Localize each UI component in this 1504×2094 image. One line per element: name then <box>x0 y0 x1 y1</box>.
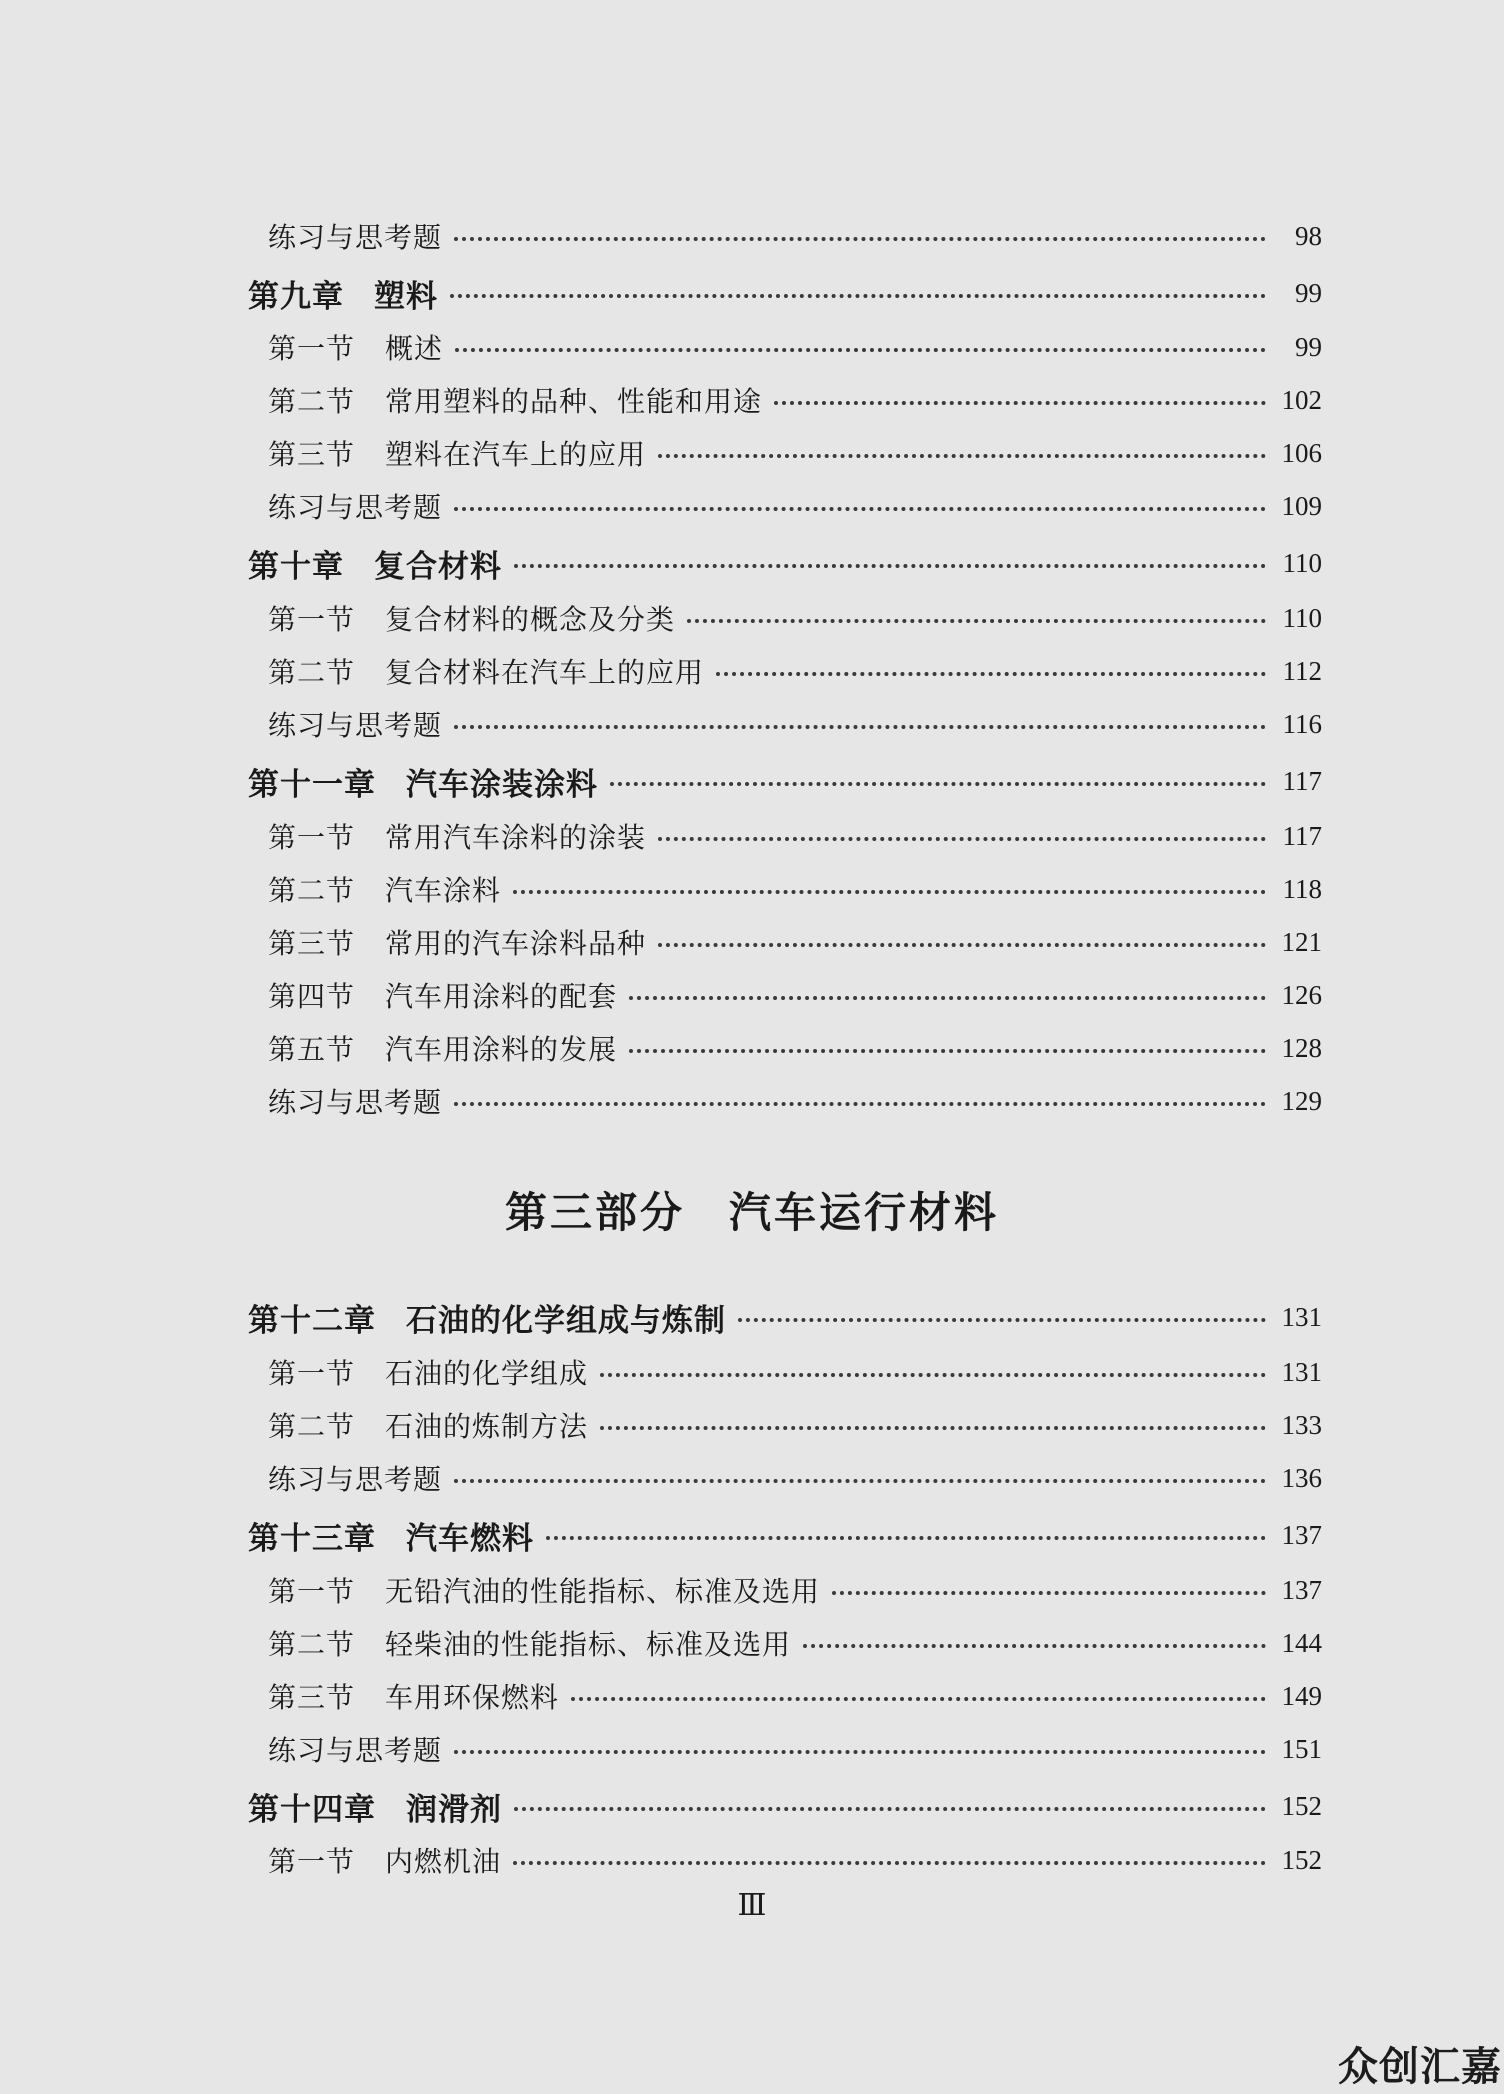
toc-entry-title: 汽车涂料 <box>385 874 502 907</box>
toc-entry[interactable] <box>268 1405 1322 1445</box>
dot-leader <box>454 1102 1266 1106</box>
dot-leader <box>687 619 1266 623</box>
toc-entry-number: 第二节 <box>268 874 356 907</box>
toc-entry-page: 98 <box>1295 220 1322 251</box>
toc-entry-label <box>248 1784 514 1829</box>
toc-entry-number: 第十四章 <box>248 1791 376 1828</box>
toc-entry-label <box>268 651 716 691</box>
toc-entry-number: 第三节 <box>268 927 356 960</box>
toc-entry-number: 第十一章 <box>248 766 376 803</box>
dot-leader <box>513 890 1266 894</box>
toc-entry[interactable] <box>268 922 1322 962</box>
dot-leader <box>658 837 1266 841</box>
toc-entry-label <box>268 704 454 744</box>
toc-entry-number: 第三节 <box>268 1681 356 1714</box>
toc-entry[interactable] <box>268 1840 1322 1880</box>
toc-entry-label <box>268 216 454 256</box>
toc-entry[interactable] <box>268 704 1322 744</box>
toc-entry-label <box>268 380 774 420</box>
toc-entry-page: 109 <box>1281 490 1322 521</box>
toc-entry-number: 第四节 <box>268 980 356 1013</box>
toc-chapter-entry[interactable] <box>248 1297 1322 1337</box>
toc-entry-title: 润滑剂 <box>406 1791 502 1828</box>
toc-entry-label <box>248 271 450 316</box>
toc-entry-title: 车用环保燃料 <box>385 1681 560 1714</box>
dot-leader <box>738 1318 1266 1322</box>
toc-entry-number: 第五节 <box>268 1033 356 1066</box>
toc-entry-label <box>248 1513 546 1558</box>
dot-leader <box>658 943 1266 947</box>
dot-leader <box>716 672 1266 676</box>
toc-entry-page: 144 <box>1281 1627 1322 1658</box>
toc-entry-page: 99 <box>1295 331 1322 362</box>
toc-entry[interactable] <box>268 433 1322 473</box>
toc-entry[interactable] <box>268 651 1322 691</box>
toc-entry-page: 117 <box>1282 765 1322 796</box>
toc-entry-page: 116 <box>1282 708 1322 739</box>
toc-entry-label <box>268 1729 454 1769</box>
toc-entry-page: 110 <box>1282 547 1322 578</box>
toc-entry-title: 练习与思考题 <box>268 709 443 742</box>
toc-entry-label <box>268 1676 571 1716</box>
toc-entry[interactable] <box>268 327 1322 367</box>
toc-entry-page: 133 <box>1281 1409 1322 1440</box>
toc-entry-title: 复合材料在汽车上的应用 <box>385 656 705 689</box>
toc-entry-label <box>268 486 454 526</box>
toc-chapter-entry[interactable] <box>248 1786 1322 1826</box>
toc-entry[interactable] <box>268 1352 1322 1392</box>
toc-entry-label <box>268 1081 454 1121</box>
toc-entry-label <box>268 433 658 473</box>
toc-entry-page: 152 <box>1281 1844 1322 1875</box>
toc-entry-page: 106 <box>1281 437 1322 468</box>
dot-leader <box>514 564 1266 568</box>
toc-entry-label <box>268 1570 832 1610</box>
toc-entry-title: 练习与思考题 <box>268 1463 443 1496</box>
toc-entry-page: 151 <box>1281 1733 1322 1764</box>
dot-leader <box>803 1644 1266 1648</box>
toc-entry-label <box>268 1405 600 1445</box>
toc-entry-label <box>268 1623 803 1663</box>
toc-entry-label <box>268 327 455 367</box>
toc-entry[interactable] <box>268 869 1322 909</box>
toc-entry-number: 第二节 <box>268 385 356 418</box>
toc-entry-title: 练习与思考题 <box>268 221 443 254</box>
toc-entry-title: 复合材料的概念及分类 <box>385 603 676 636</box>
toc-entry[interactable] <box>268 380 1322 420</box>
toc-entry[interactable] <box>268 1623 1322 1663</box>
watermark-logo: 众创汇嘉 <box>1338 2044 1502 2090</box>
toc-entry[interactable] <box>268 975 1322 1015</box>
toc-entry-page: 129 <box>1281 1085 1322 1116</box>
toc-entry-title: 常用汽车涂料的涂装 <box>385 821 647 854</box>
toc-entry[interactable] <box>268 1081 1322 1121</box>
toc-entry-label <box>268 1028 629 1068</box>
dot-leader <box>832 1591 1266 1595</box>
toc-entry-page: 117 <box>1282 820 1322 851</box>
toc-entry-page: 137 <box>1281 1574 1322 1605</box>
toc-entry-label <box>268 1352 600 1392</box>
dot-leader <box>629 1049 1266 1053</box>
toc-entry-number: 第二节 <box>268 656 356 689</box>
toc-chapter-entry[interactable] <box>248 543 1322 583</box>
toc-entry-title: 汽车用涂料的发展 <box>385 1033 618 1066</box>
toc-entry-title: 概述 <box>385 332 444 365</box>
dot-leader <box>454 1479 1266 1483</box>
toc-entry-title: 内燃机油 <box>385 1845 502 1878</box>
dot-leader <box>454 237 1266 241</box>
toc-entry-title: 汽车涂装涂料 <box>406 766 598 803</box>
toc-entry-page: 121 <box>1281 926 1322 957</box>
toc-entry-label <box>268 975 629 1015</box>
dot-leader <box>629 996 1266 1000</box>
toc-entry-label <box>268 869 513 909</box>
toc-entry-title: 塑料 <box>374 278 438 315</box>
toc-entry[interactable] <box>268 598 1322 638</box>
toc-chapter-entry[interactable] <box>248 761 1322 801</box>
toc-entry-number: 第一节 <box>268 603 356 636</box>
part-heading <box>0 1180 1504 1244</box>
dot-leader <box>774 401 1266 405</box>
dot-leader <box>600 1373 1266 1377</box>
toc-entry-number: 第一节 <box>268 821 356 854</box>
dot-leader <box>454 1750 1266 1754</box>
dot-leader <box>513 1861 1266 1865</box>
toc-entry-label <box>268 1458 454 1498</box>
toc-entry-page: 136 <box>1281 1462 1322 1493</box>
toc-entry-number: 第二节 <box>268 1410 356 1443</box>
toc-entry-page: 102 <box>1281 384 1322 415</box>
toc-entry-title: 汽车用涂料的配套 <box>385 980 618 1013</box>
toc-entry-title: 练习与思考题 <box>268 491 443 524</box>
toc-entry-label <box>248 1295 738 1340</box>
toc-entry-page: 126 <box>1281 979 1322 1010</box>
dot-leader <box>455 348 1266 352</box>
toc-entry[interactable] <box>268 486 1322 526</box>
toc-entry-page: 131 <box>1281 1301 1322 1332</box>
toc-entry-title: 常用的汽车涂料品种 <box>385 927 647 960</box>
toc-entry-number: 第九章 <box>248 278 344 315</box>
part-heading-number: 第三部分 <box>504 1188 685 1237</box>
toc-entry-label <box>248 759 610 804</box>
dot-leader <box>600 1426 1266 1430</box>
toc-entry-page: 152 <box>1281 1790 1322 1821</box>
toc-entry-label <box>268 1840 513 1880</box>
toc-entry-number: 第十二章 <box>248 1302 376 1339</box>
toc-entry-title: 石油的炼制方法 <box>385 1410 589 1443</box>
toc-entry-title: 无铅汽油的性能指标、标准及选用 <box>385 1575 821 1608</box>
toc-entry-number: 第一节 <box>268 1845 356 1878</box>
toc-entry[interactable] <box>268 1676 1322 1716</box>
toc-entry-number: 第一节 <box>268 1357 356 1390</box>
toc-entry-title: 练习与思考题 <box>268 1734 443 1767</box>
toc-entry[interactable] <box>268 1570 1322 1610</box>
toc-entry-number: 第十章 <box>248 548 344 585</box>
toc-entry-number: 第十三章 <box>248 1520 376 1557</box>
toc-entry-page: 110 <box>1282 602 1322 633</box>
toc-entry[interactable] <box>268 1458 1322 1498</box>
dot-leader <box>571 1697 1266 1701</box>
dot-leader <box>450 294 1266 298</box>
dot-leader <box>454 507 1266 511</box>
toc-entry-page: 118 <box>1282 873 1322 904</box>
toc-entry-title: 汽车燃料 <box>406 1520 534 1557</box>
toc-entry[interactable] <box>268 1729 1322 1769</box>
toc-entry-number: 第一节 <box>268 332 356 365</box>
dot-leader <box>658 454 1266 458</box>
dot-leader <box>454 725 1266 729</box>
toc-chapter-entry[interactable] <box>248 273 1322 313</box>
toc-entry-page: 99 <box>1295 277 1322 308</box>
toc-entry-title: 塑料在汽车上的应用 <box>385 438 647 471</box>
dot-leader <box>514 1807 1266 1811</box>
toc-entry-page: 149 <box>1281 1680 1322 1711</box>
toc-entry-title: 练习与思考题 <box>268 1086 443 1119</box>
toc-entry-page: 112 <box>1282 655 1322 686</box>
toc-entry[interactable] <box>268 216 1322 256</box>
toc-entry-title: 复合材料 <box>374 548 502 585</box>
toc-chapter-entry[interactable] <box>248 1515 1322 1555</box>
toc-entry-number: 第一节 <box>268 1575 356 1608</box>
page-number: Ⅲ <box>737 1889 767 1922</box>
toc-entry-page: 131 <box>1281 1356 1322 1387</box>
toc-entry[interactable] <box>268 816 1322 856</box>
toc-entry-label <box>248 541 514 586</box>
dot-leader <box>546 1536 1266 1540</box>
toc-entry[interactable] <box>268 1028 1322 1068</box>
toc-entry-label <box>268 816 658 856</box>
toc-entry-title: 轻柴油的性能指标、标准及选用 <box>385 1628 792 1661</box>
toc-entry-number: 第三节 <box>268 438 356 471</box>
toc-entry-label <box>268 922 658 962</box>
toc-entry-title: 石油的化学组成与炼制 <box>406 1302 726 1339</box>
toc-entry-title: 石油的化学组成 <box>385 1357 589 1390</box>
toc-entry-number: 第二节 <box>268 1628 356 1661</box>
part-heading-title: 汽车运行材料 <box>729 1188 1000 1237</box>
dot-leader <box>610 782 1266 786</box>
toc-entry-page: 128 <box>1281 1032 1322 1063</box>
toc-entry-label <box>268 598 687 638</box>
toc-entry-page: 137 <box>1281 1519 1322 1550</box>
toc-entry-title: 常用塑料的品种、性能和用途 <box>385 385 763 418</box>
